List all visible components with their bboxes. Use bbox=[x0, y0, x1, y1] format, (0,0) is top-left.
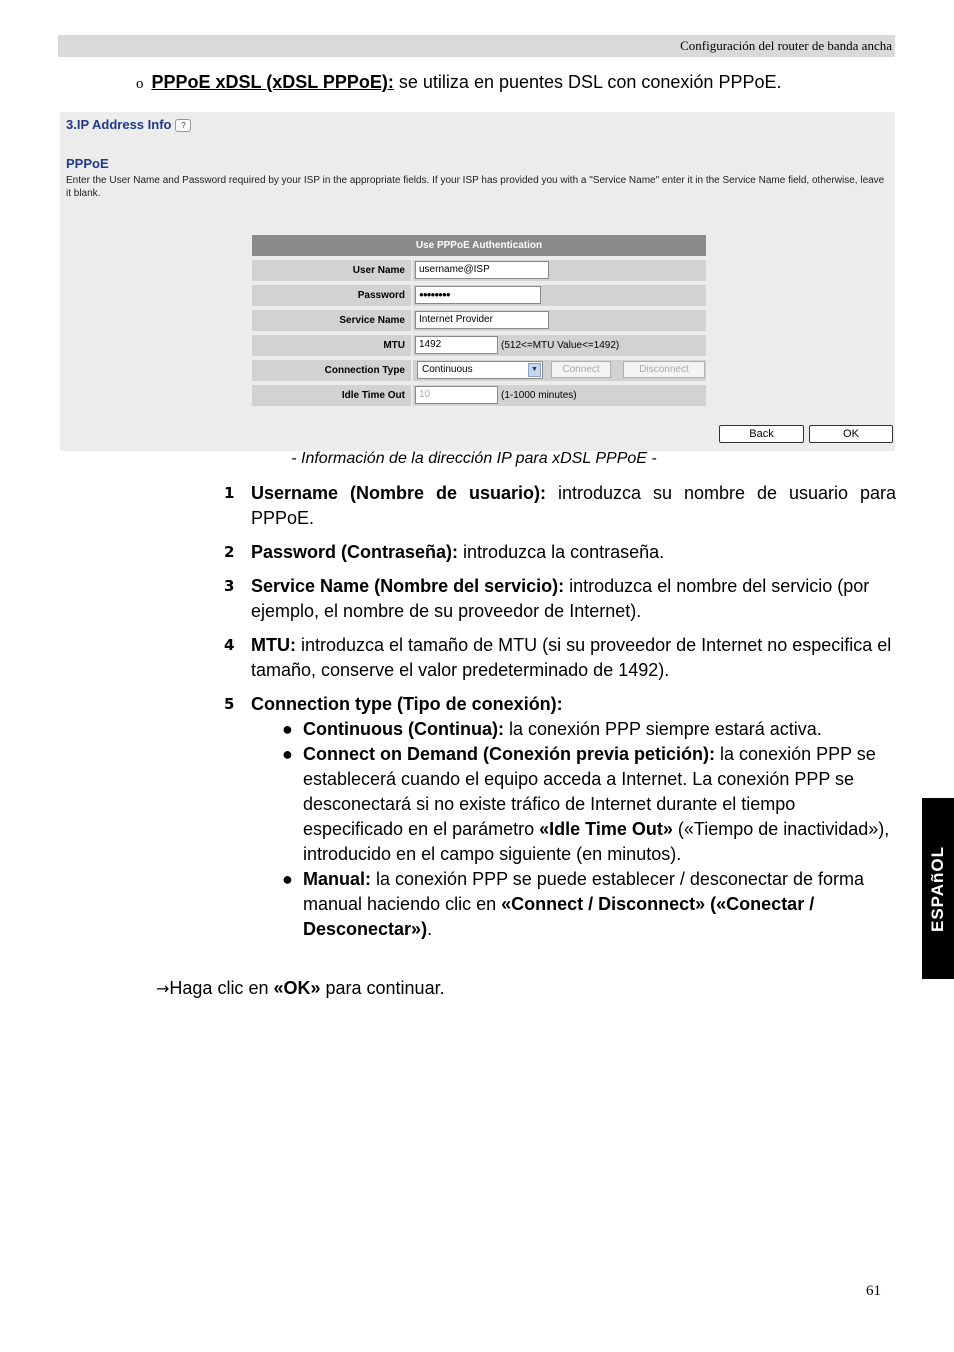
step-text: introduzca su nombre de usuario para PPPoE. bbox=[251, 483, 896, 528]
item-term-2: «Idle Time Out» bbox=[539, 819, 673, 839]
step-term: Service Name (Nombre del servicio): bbox=[251, 576, 565, 596]
step-term: Connection type (Tipo de conexión): bbox=[251, 694, 563, 714]
step-number: 3 bbox=[224, 577, 235, 595]
item-text-2: («Tiempo de inactividad»), introducido en el campo siguiente (en minutos). bbox=[303, 819, 890, 864]
password-row bbox=[252, 285, 706, 306]
username-input[interactable]: username@ISP bbox=[415, 261, 549, 279]
final-text: Haga clic en bbox=[169, 978, 274, 998]
back-button[interactable]: Back bbox=[719, 425, 804, 443]
username-cell bbox=[413, 260, 706, 281]
bullet-icon: ● bbox=[282, 744, 293, 764]
chevron-down-icon[interactable]: ▼ bbox=[528, 363, 541, 377]
item-text: la conexión PPP se puede establecer / desconectar de forma manual haciendo clic en bbox=[303, 869, 864, 914]
step-text: introduzca el tamaño de MTU (si su proveedor de Internet no especifica el tamaño, conserve el valor predeterminado de 1492). bbox=[251, 635, 892, 680]
connect-button[interactable]: Connect bbox=[551, 361, 611, 378]
service-name-row bbox=[252, 310, 706, 331]
service-name-input[interactable]: Internet Provider bbox=[415, 311, 549, 329]
password-label: Password bbox=[252, 285, 411, 306]
pppoe-form bbox=[252, 235, 706, 406]
arrow-right-icon: → bbox=[156, 979, 170, 998]
idle-time-cell bbox=[413, 385, 706, 406]
service-name-cell bbox=[413, 310, 706, 331]
connection-type-select[interactable] bbox=[417, 361, 543, 379]
form-header: Use PPPoE Authentication bbox=[252, 235, 706, 256]
mtu-hint: (512<=MTU Value<=1492) bbox=[501, 340, 620, 351]
connection-type-label: Connection Type bbox=[252, 360, 411, 381]
item-term: Continuous (Continua): bbox=[303, 719, 504, 739]
step-text: introduzca el nombre del servicio (por ejemplo, el nombre de su proveedor de Internet). bbox=[251, 576, 870, 621]
header-bar bbox=[58, 35, 895, 57]
item-term: Connect on Demand (Conexión previa petición): bbox=[303, 744, 716, 764]
ok-button[interactable]: OK bbox=[809, 425, 893, 443]
item-text: la conexión PPP se establecerá cuando el equipo acceda a Internet. La conexión PPP se desconectará si no existe tráfico de Internet durante el tiempo especificado en el parámetro bbox=[303, 744, 876, 839]
disconnect-button[interactable]: Disconnect bbox=[623, 361, 705, 378]
step-2 bbox=[224, 540, 896, 565]
step-number: 4 bbox=[224, 636, 235, 654]
step-number: 5 bbox=[224, 695, 235, 713]
figure-caption bbox=[0, 450, 954, 468]
mtu-label: MTU bbox=[252, 335, 411, 356]
bullet-icon: ● bbox=[282, 719, 293, 739]
step-number: 2 bbox=[224, 543, 235, 561]
step-4 bbox=[224, 633, 896, 683]
username-row bbox=[252, 260, 706, 281]
final-text-2: para continuar. bbox=[320, 978, 445, 998]
caption-text: - Información de la dirección IP para xDSL PPPoE - bbox=[291, 450, 657, 467]
bullet-icon: ● bbox=[282, 869, 293, 889]
list-item-manual bbox=[251, 867, 896, 942]
intro-bullet: o bbox=[136, 76, 144, 92]
help-icon[interactable]: ? bbox=[175, 119, 191, 132]
password-input[interactable]: ●●●●●●●● bbox=[415, 286, 541, 304]
mtu-cell bbox=[413, 335, 706, 356]
list-item-continuous bbox=[251, 717, 896, 742]
section-title bbox=[66, 117, 191, 132]
step-text: introduzca la contraseña. bbox=[458, 542, 665, 562]
mtu-row bbox=[252, 335, 706, 356]
pppoe-subtitle: PPPoE bbox=[66, 156, 109, 171]
item-text: la conexión PPP siempre estará activa. bbox=[503, 719, 822, 739]
step-5 bbox=[224, 692, 896, 942]
item-text-2: . bbox=[427, 919, 433, 939]
mtu-input[interactable]: 1492 bbox=[415, 336, 498, 354]
item-term: Manual: bbox=[303, 869, 372, 889]
password-cell bbox=[413, 285, 706, 306]
idle-time-label: Idle Time Out bbox=[252, 385, 411, 406]
intro-text: se utiliza en puentes DSL con conexión PPPoE. bbox=[393, 72, 782, 92]
running-header: Configuración del router de banda ancha bbox=[680, 38, 892, 53]
connection-type-row bbox=[252, 360, 706, 381]
step-term: MTU: bbox=[251, 635, 296, 655]
final-instruction bbox=[156, 978, 445, 999]
idle-time-hint: (1-1000 minutes) bbox=[501, 390, 577, 401]
pppoe-description: Enter the User Name and Password required by your ISP in the appropriate fields. If your ISP has provided you with a "Service Name" enter it in the Service Name field, otherwise, leave it blank. bbox=[66, 175, 885, 199]
connection-type-cell bbox=[413, 360, 706, 381]
idle-time-row bbox=[252, 385, 706, 406]
service-name-label: Service Name bbox=[252, 310, 411, 331]
router-screenshot bbox=[60, 112, 895, 451]
step-3 bbox=[224, 574, 896, 624]
step-term: Password (Contraseña): bbox=[251, 542, 459, 562]
list-item-on-demand bbox=[251, 742, 896, 867]
intro-line bbox=[136, 72, 781, 93]
connection-types-list bbox=[251, 717, 896, 942]
language-tab bbox=[922, 798, 954, 979]
username-label: User Name bbox=[252, 260, 411, 281]
item-term-2: «Connect / Disconnect» («Conectar / Desconectar») bbox=[303, 894, 815, 939]
steps-list bbox=[224, 481, 896, 951]
section-title-text: 3.IP Address Info bbox=[66, 117, 172, 132]
step-number: 1 bbox=[224, 484, 235, 502]
intro-term: PPPoE xDSL (xDSL PPPoE): bbox=[151, 72, 394, 92]
idle-time-input[interactable]: 10 bbox=[415, 386, 498, 404]
page-number: 61 bbox=[866, 1283, 881, 1299]
connection-type-value: Continuous bbox=[422, 364, 473, 375]
step-term: Username (Nombre de usuario): bbox=[251, 483, 546, 503]
step-1 bbox=[224, 481, 896, 531]
final-term: «OK» bbox=[273, 978, 321, 998]
language-tab-label: ESPAñOL bbox=[928, 845, 947, 932]
